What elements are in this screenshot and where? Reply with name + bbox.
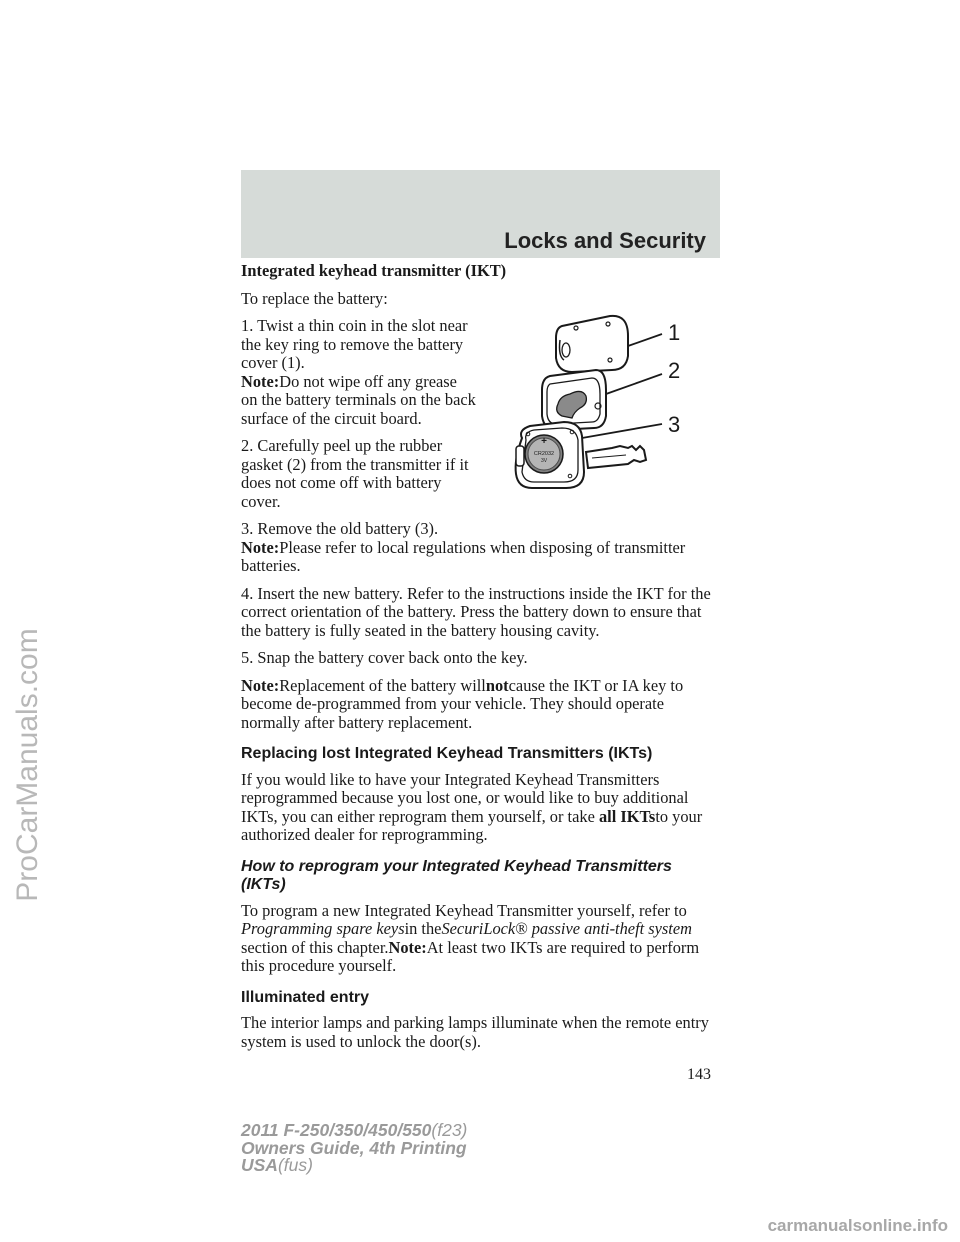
battery-voltage-label: 3V <box>540 458 548 464</box>
battery-model-label: CR2032 <box>533 451 555 457</box>
ikt-intro: To replace the battery: <box>241 288 388 308</box>
step-5: 5. Snap the battery cover back onto the key. <box>241 648 528 667</box>
section-title: Locks and Security <box>504 228 706 253</box>
step-4: 4. Insert the new battery. Refer to the instructions inside the IKT for the correct orientation of the battery. Press the battery down to ensure that the battery is fully seated in the battery housing cavity. <box>241 583 711 640</box>
step-2: 2. Carefully peel up the rubber gasket (2) from the transmitter if it does not come off with battery cover. <box>241 436 469 511</box>
key-with-battery-part <box>516 422 646 488</box>
note-5-emphasis: not <box>485 675 509 695</box>
note-1-text: Do not wipe off any grease on the battery terminals on the back surface of the circuit board. <box>241 371 476 428</box>
reprogram-text-b: in the <box>404 919 442 938</box>
reprogram-ref-securilock: SecuriLock® passive anti-theft system <box>441 919 692 938</box>
lost-ikt-emphasis: all IKTs <box>598 806 656 826</box>
note-5-text-b: cause the IKT or IA key to become de-programmed from your vehicle. They should operate normally after battery replacement. <box>241 675 684 732</box>
lost-ikt-text-a: If you would like to have your Integrated Keyhead Transmitters reprogrammed because you lost one, or would like to buy additional IKTs, you can either reprogram them yourself, or take <box>241 769 689 826</box>
page-number: 143 <box>687 1066 711 1083</box>
step-1-block <box>241 317 476 511</box>
reprogram-heading: How to reprogram your Integrated Keyhead Transmitters (IKTs) <box>241 857 672 893</box>
illuminated-entry-heading: Illuminated entry <box>241 988 370 1006</box>
reprogram-ref-spare-keys: Programming spare keys <box>241 919 405 938</box>
callout-1-leader <box>628 334 662 346</box>
callout-2: 2 <box>668 358 681 383</box>
battery-plus-sign: + <box>541 436 547 447</box>
reprogram-note-text: At least two IKTs are required to perform this procedure yourself. <box>241 937 700 975</box>
footer-line-1 <box>241 1122 467 1140</box>
step-1: 1. Twist a thin coin in the slot near the key ring to remove the battery cover (1). <box>241 316 468 372</box>
rubber-gasket-part <box>542 370 606 430</box>
footer-line-2: Owners Guide, 4th Printing <box>241 1137 467 1158</box>
note-1 <box>241 373 476 429</box>
step-3: 3. Remove the old battery (3). <box>241 519 439 538</box>
footer-region-code: (fus) <box>277 1155 313 1175</box>
side-watermark-text: ProCarManuals.com <box>11 628 44 902</box>
reprogram-text <box>241 902 721 976</box>
callout-3: 3 <box>668 412 681 437</box>
note-3-text: Please refer to local regulations when disposing of transmitter batteries. <box>241 537 686 575</box>
footer-model: 2011 F-250/350/450/550 <box>241 1120 432 1140</box>
side-watermark <box>8 420 48 1110</box>
callout-1: 1 <box>668 320 681 345</box>
illuminated-entry-text: The interior lamps and parking lamps illuminate when the remote entry system is used to unlock the door(s). <box>241 1013 709 1051</box>
note-label: Note: <box>241 675 280 695</box>
battery-cover-part <box>556 316 628 372</box>
footer-region: USA <box>241 1155 278 1175</box>
lost-ikt-text <box>241 771 721 845</box>
lost-ikt-text-b: to your authorized dealer for reprogramming. <box>241 806 703 844</box>
lost-ikt-heading: Replacing lost Integrated Keyhead Transmitters (IKTs) <box>241 745 653 762</box>
site-watermark: carmanualsonline.info <box>767 1216 948 1235</box>
ikt-heading: Integrated keyhead transmitter (IKT) <box>241 261 507 280</box>
footer-line-3 <box>241 1157 467 1175</box>
note-3 <box>241 539 721 576</box>
note-label: Note: <box>241 537 280 557</box>
note-5 <box>241 677 721 733</box>
note-label: Note: <box>388 937 427 957</box>
callout-2-leader <box>606 374 662 394</box>
footer-model-code: (f23) <box>431 1120 468 1140</box>
ikt-battery-illustration <box>500 308 710 498</box>
section-header-bar <box>241 170 720 258</box>
note-5-text-a: Replacement of the battery will <box>279 675 486 695</box>
reprogram-text-a: To program a new Integrated Keyhead Transmitter yourself, refer to <box>241 900 687 920</box>
reprogram-text-c: section of this chapter. <box>241 937 389 957</box>
note-label: Note: <box>241 371 280 391</box>
document-footer <box>241 1122 467 1175</box>
